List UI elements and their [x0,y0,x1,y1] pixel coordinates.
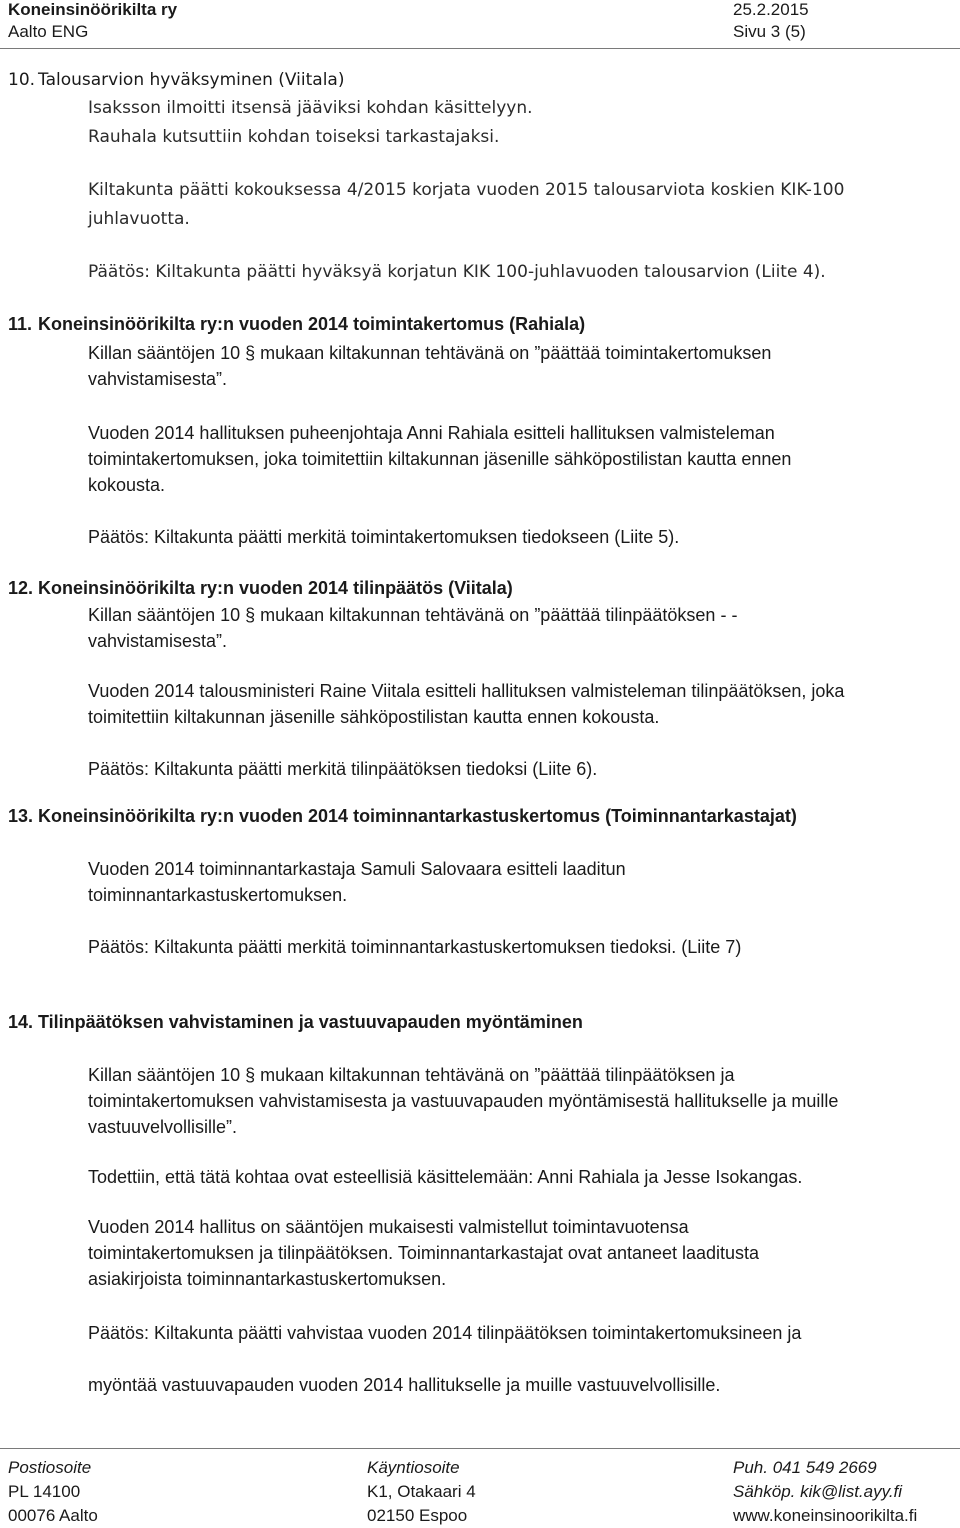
section-12-paragraph [88,678,928,730]
section-heading: Talousarvion hyväksyminen (Viitala) [38,70,345,90]
section-10-paragraph [88,94,928,152]
section-number: 11. [8,314,33,334]
text-line: Rauhala kutsuttiin kohdan toiseksi tarkastajaksi. [88,127,500,147]
section-13-decision [88,934,928,960]
section-heading: Koneinsinöörikilta ry:n vuoden 2014 tilinpäätös (Viitala) [38,578,513,598]
section-number: 14. [8,1012,34,1032]
text-line: Vuoden 2014 talousministeri Raine Viitala esitteli hallituksen valmisteleman tilinpäätöksen, joka [88,681,845,701]
postal-box: PL 14100 [8,1482,81,1501]
footer-divider [0,1448,960,1449]
text-line: toiminnantarkastuskertomuksen. [88,885,348,905]
visit-city: 02150 Espoo [367,1506,468,1525]
visit-street: K1, Otakaari 4 [367,1482,476,1501]
section-number: 13. [8,806,34,826]
text-line: asiakirjoista toiminnantarkastuskertomuksen. [88,1269,447,1289]
section-11-paragraph [88,420,928,498]
postal-label: Postiosoite [8,1458,92,1477]
section-14-paragraph [88,1062,928,1140]
section-heading: Koneinsinöörikilta ry:n vuoden 2014 toimintakertomus (Rahiala) [38,314,586,334]
text-line: Päätös: Kiltakunta päätti hyväksyä korjatun KIK 100-juhlavuoden talousarvion (Liite 4). [88,262,826,282]
text-line: toimintakertomuksen vahvistamisesta ja vastuuvapauden myöntämisestä hallitukselle ja muille [88,1091,839,1111]
text-line: Vuoden 2014 hallituksen puheenjohtaja Anni Rahiala esitteli hallituksen valmisteleman [88,423,775,443]
text-line: toimintakertomuksen, joka toimitettiin kiltakunnan jäsenille sähköpostilistan kautta ennen [88,449,792,469]
text-line: Päätös: Kiltakunta päätti merkitä toimintakertomuksen tiedokseen (Liite 5). [88,527,680,547]
phone-number: Puh. 041 549 2669 [733,1458,877,1477]
text-line: Päätös: Kiltakunta päätti vahvistaa vuoden 2014 tilinpäätöksen toimintakertomuksineen ja [88,1323,802,1343]
postal-code: 00076 Aalto [8,1506,98,1525]
section-heading: Tilinpäätöksen vahvistaminen ja vastuuvapauden myöntäminen [38,1012,583,1032]
section-11-title [8,314,585,335]
text-line: Killan sääntöjen 10 § mukaan kiltakunnan tehtävänä on ”päättää tilinpäätöksen - - [88,605,738,625]
text-line: juhlavuotta. [88,209,190,229]
email-link[interactable]: Sähköp. kik@list.ayy.fi [733,1482,903,1501]
text-line: Vuoden 2014 toiminnantarkastaja Samuli Salovaara esitteli laaditun [88,859,626,879]
text-line: Kiltakunta päätti kokouksessa 4/2015 korjata vuoden 2015 talousarviota koskien KIK-100 [88,180,845,200]
section-10-paragraph [88,176,928,234]
visit-label: Käyntiosoite [367,1458,460,1477]
text-line: toimitettiin kiltakunnan jäsenille sähköpostilistan kautta ennen kokousta. [88,707,660,727]
website-link[interactable]: www.koneinsinoorikilta.fi [733,1506,918,1525]
text-line: myöntää vastuuvapauden vuoden 2014 hallitukselle ja muille vastuuvelvollisille. [88,1375,721,1395]
document-date: 25.2.2015 [733,0,809,19]
text-line: Killan sääntöjen 10 § mukaan kiltakunnan tehtävänä on ”päättää tilinpäätöksen ja [88,1065,735,1085]
org-name: Koneinsinöörikilta ry [8,0,178,19]
section-10-decision [88,258,928,287]
section-14-decision [88,1320,928,1346]
text-line: Isaksson ilmoitti itsensä jääviksi kohdan käsittelyyn. [88,98,533,118]
text-line: Todettiin, että tätä kohtaa ovat esteellisiä käsittelemään: Anni Rahiala ja Jesse Isokangas. [88,1167,803,1187]
section-heading: Koneinsinöörikilta ry:n vuoden 2014 toiminnantarkastuskertomus (Toiminnantarkastajat) [38,806,797,826]
text-line: vahvistamisesta”. [88,369,228,389]
header-divider [0,48,960,49]
section-12-title [8,578,513,599]
text-line: kokousta. [88,475,166,495]
text-line: Päätös: Kiltakunta päätti merkitä tilinpäätöksen tiedoksi (Liite 6). [88,759,598,779]
section-13-title [8,806,797,827]
section-12-paragraph [88,602,928,654]
section-14-title [8,1012,583,1033]
section-11-decision [88,524,928,550]
section-12-decision [88,756,928,782]
text-line: Päätös: Kiltakunta päätti merkitä toiminnantarkastuskertomuksen tiedoksi. (Liite 7) [88,937,742,957]
text-line: vahvistamisesta”. [88,631,228,651]
section-14-paragraph [88,1214,928,1292]
section-14-decision [88,1372,928,1398]
text-line: toimintakertomuksen ja tilinpäätöksen. Toiminnantarkastajat ovat antaneet laaditusta [88,1243,760,1263]
org-subtitle: Aalto ENG [8,22,89,41]
section-14-paragraph [88,1164,928,1190]
page-number: Sivu 3 (5) [733,22,806,41]
section-number: 12. [8,578,34,598]
text-line: vastuuvelvollisille”. [88,1117,238,1137]
section-10-title [8,70,344,90]
section-13-paragraph [88,856,928,908]
section-11-paragraph [88,340,928,392]
section-number: 10. [8,70,36,90]
text-line: Killan sääntöjen 10 § mukaan kiltakunnan tehtävänä on ”päättää toimintakertomuksen [88,343,772,363]
text-line: Vuoden 2014 hallitus on sääntöjen mukaisesti valmistellut toimintavuotensa [88,1217,689,1237]
